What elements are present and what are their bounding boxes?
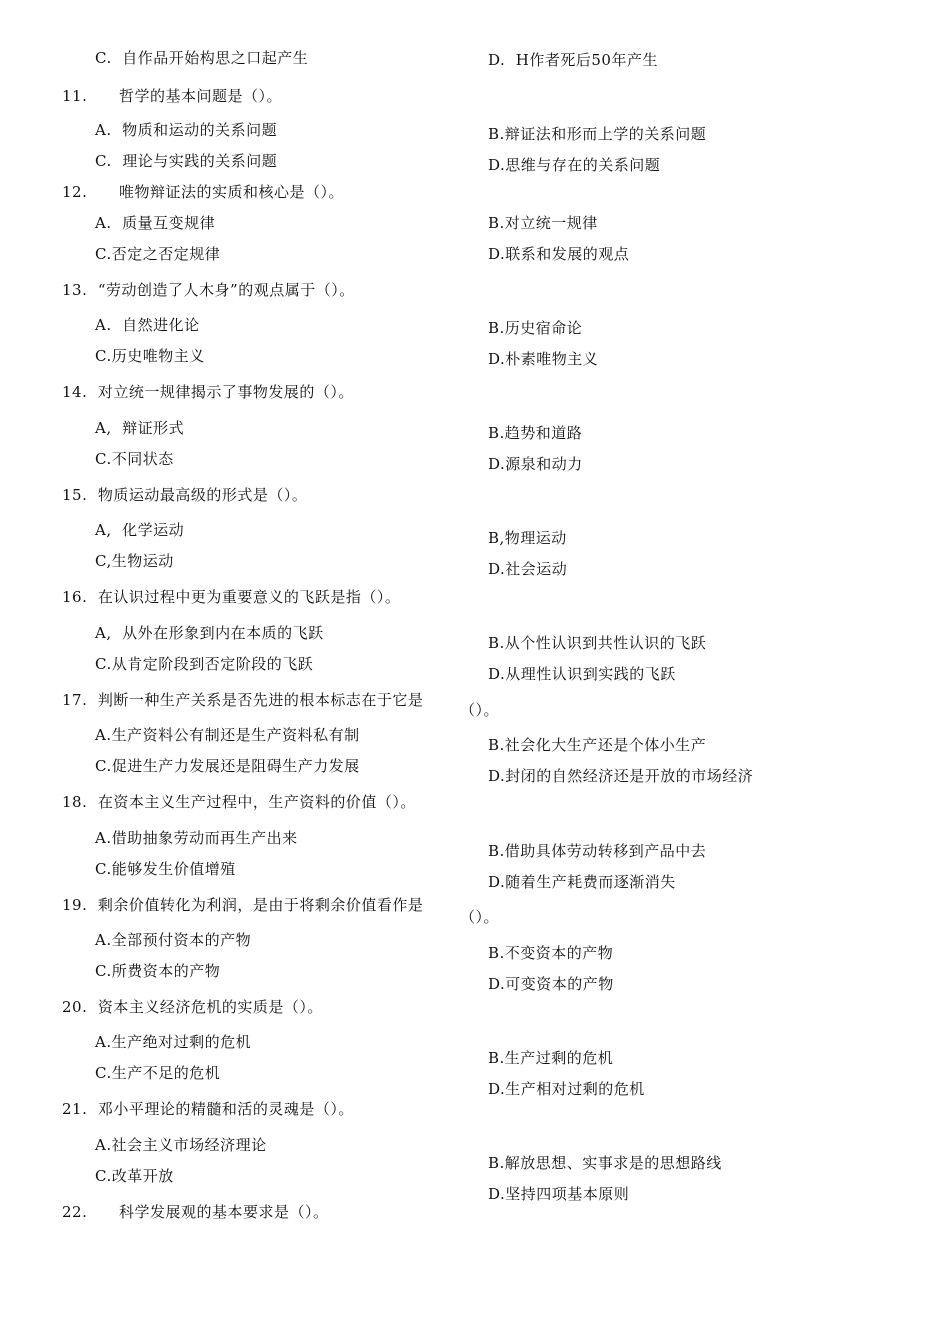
question-line: 22. 科学发展观的基本要求是（）。 bbox=[62, 1203, 329, 1221]
question-line: 21. 邓小平理论的精髓和活的灵魂是（）。 bbox=[62, 1100, 354, 1118]
question-continuation: （）。 bbox=[460, 701, 500, 719]
option-line: A.全部预付资本的产物 bbox=[95, 931, 252, 949]
option-line: B.借助具体劳动转移到产品中去 bbox=[488, 842, 707, 860]
option-line: C,生物运动 bbox=[95, 552, 174, 570]
option-line: A. 质量互变规律 bbox=[95, 214, 216, 232]
question-line: 20. 资本主义经济危机的实质是（）。 bbox=[62, 998, 323, 1016]
option-line: A, 化学运动 bbox=[95, 521, 185, 539]
option-line: D.朴素唯物主义 bbox=[488, 350, 599, 368]
text-line: C. 自作品开始构思之口起产生 bbox=[95, 49, 309, 67]
question-line: 11. 哲学的基本问题是（）。 bbox=[62, 87, 282, 105]
option-line: C.否定之否定规律 bbox=[95, 245, 221, 263]
option-line: A, 从外在形象到内在本质的飞跃 bbox=[95, 624, 324, 642]
option-line: D.社会运动 bbox=[488, 560, 568, 578]
option-line: B,物理运动 bbox=[488, 529, 567, 547]
option-line: B.趋势和道路 bbox=[488, 424, 583, 442]
option-line: D.生产相对过剩的危机 bbox=[488, 1080, 645, 1098]
option-line: A. 物质和运动的关系问题 bbox=[95, 121, 278, 139]
question-line: 13. “劳动创造了人木身”的观点属于（）。 bbox=[62, 281, 355, 299]
option-line: B.从个性认识到共性认识的飞跃 bbox=[488, 634, 707, 652]
option-line: A.社会主义市场经济理论 bbox=[95, 1136, 267, 1154]
question-line: 14. 对立统一规律揭示了事物发展的（）。 bbox=[62, 383, 354, 401]
option-line: B.生产过剩的危机 bbox=[488, 1049, 614, 1067]
question-line: 12. 唯物辩证法的实质和核心是（）。 bbox=[62, 183, 344, 201]
option-line: B.解放思想、实事求是的思想路线 bbox=[488, 1154, 722, 1172]
question-line: 17. 判断一种生产关系是否先进的根本标志在于它是 bbox=[62, 691, 424, 709]
option-line: C.改革开放 bbox=[95, 1167, 174, 1185]
option-line: B.辩证法和形而上学的关系问题 bbox=[488, 125, 707, 143]
option-line: C.生产不足的危机 bbox=[95, 1064, 221, 1082]
option-line: C.促进生产力发展还是阻碍生产力发展 bbox=[95, 757, 360, 775]
option-line: B.对立统一规律 bbox=[488, 214, 598, 232]
option-line: C.从肯定阶段到否定阶段的飞跃 bbox=[95, 655, 314, 673]
option-line: A. 自然进化论 bbox=[95, 316, 200, 334]
option-line: C.不同状态 bbox=[95, 450, 174, 468]
question-continuation: （）。 bbox=[460, 908, 500, 926]
option-line: B.历史宿命论 bbox=[488, 319, 583, 337]
option-line: D.随着生产耗费而逐渐消失 bbox=[488, 873, 676, 891]
option-line: D.思维与存在的关系问题 bbox=[488, 156, 661, 174]
question-line: 19. 剩余价值转化为利润，是由于将剩余价值看作是 bbox=[62, 896, 424, 914]
option-line: D.联系和发展的观点 bbox=[488, 245, 630, 263]
option-line: A.生产资料公有制还是生产资料私有制 bbox=[95, 726, 360, 744]
option-line: A, 辩证形式 bbox=[95, 419, 185, 437]
question-line: 16. 在认识过程中更为重要意义的飞跃是指（）。 bbox=[62, 588, 401, 606]
question-line: 15. 物质运动最高级的形式是（）。 bbox=[62, 486, 308, 504]
option-line: C. 理论与实践的关系问题 bbox=[95, 152, 278, 170]
option-line: C.所费资本的产物 bbox=[95, 962, 221, 980]
option-line: D.坚持四项基本原则 bbox=[488, 1185, 630, 1203]
option-line: D.封闭的自然经济还是开放的市场经济 bbox=[488, 767, 754, 785]
option-line: D.可变资本的产物 bbox=[488, 975, 614, 993]
question-line: 18. 在资本主义生产过程中，生产资料的价值（）。 bbox=[62, 793, 416, 811]
option-line: B.社会化大生产还是个体小生产 bbox=[488, 736, 707, 754]
option-line: B.不变资本的产物 bbox=[488, 944, 614, 962]
text-line: D. H作者死后50年产生 bbox=[488, 51, 658, 69]
option-line: A.生产绝对过剩的危机 bbox=[95, 1033, 252, 1051]
option-line: D.源泉和动力 bbox=[488, 455, 583, 473]
option-line: D.从理性认识到实践的飞跃 bbox=[488, 665, 676, 683]
option-line: C.能够发生价值增殖 bbox=[95, 860, 236, 878]
option-line: A.借助抽象劳动而再生产出来 bbox=[95, 829, 298, 847]
option-line: C.历史唯物主义 bbox=[95, 347, 205, 365]
